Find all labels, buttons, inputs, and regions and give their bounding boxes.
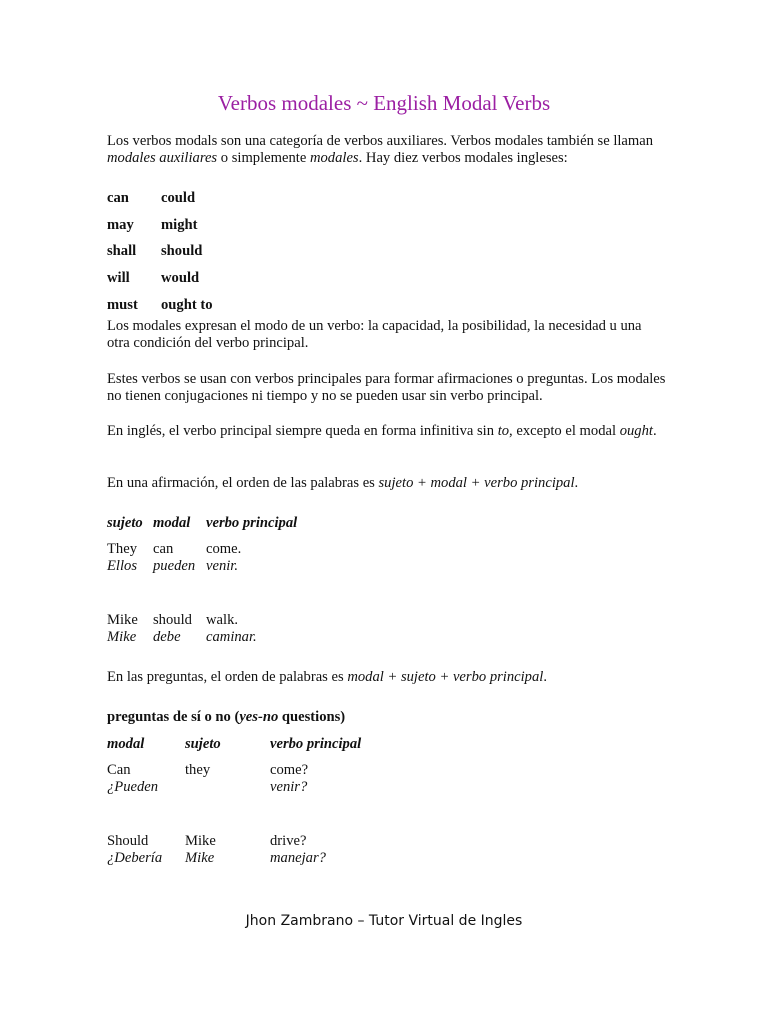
- paragraph-usage: Estes verbos se usan con verbos principales para formar afirmaciones o preguntas. Los modales no tienen conjugaciones ni tiempo y no se pueden usar sin verbo principal.: [107, 371, 666, 404]
- table-cell: Can: [107, 762, 131, 778]
- table-cell: ¿Debería: [107, 850, 163, 866]
- paragraph-affirmation-order: [107, 475, 667, 492]
- questions-heading-text-1: preguntas de sí o no (: [107, 709, 240, 725]
- table-cell: come?: [270, 762, 309, 778]
- infinitive-text-4: ought: [619, 423, 653, 439]
- infinitive-text-3: , excepto el modal: [509, 423, 620, 439]
- modal-verb: shall: [107, 243, 137, 259]
- intro-paragraph: [107, 133, 667, 167]
- table-cell: caminar.: [206, 629, 257, 645]
- column-header: sujeto: [185, 736, 221, 752]
- table-cell: Should: [107, 833, 149, 849]
- table-cell: venir.: [206, 558, 239, 574]
- questions-heading-text-2: yes-no: [239, 709, 279, 725]
- intro-text-3: o simplemente: [217, 150, 310, 166]
- column-header: modal: [153, 515, 191, 531]
- column-header: verbo principal: [270, 736, 362, 752]
- table-cell: Ellos: [107, 558, 137, 574]
- questions-heading-text-3: questions): [278, 709, 346, 725]
- intro-text-4: modales: [309, 150, 359, 166]
- question-order-text-2: modal + sujeto + verbo principal: [347, 669, 544, 685]
- modal-verb: should: [161, 243, 203, 259]
- table-cell: venir?: [270, 779, 308, 795]
- modal-verb: may: [107, 217, 134, 233]
- table-cell: should: [153, 612, 192, 628]
- table-cell: they: [185, 762, 211, 778]
- modal-verb: might: [161, 217, 198, 233]
- column-header: modal: [107, 736, 145, 752]
- questions-heading: [107, 709, 667, 726]
- paragraph-question-order: [107, 669, 667, 686]
- table-cell: They: [107, 541, 137, 557]
- page-title: Verbos modales ~ English Modal Verbs: [217, 91, 551, 115]
- modal-verb: must: [107, 297, 138, 313]
- table-cell: come.: [206, 541, 242, 557]
- modal-verb: will: [107, 270, 130, 286]
- column-header: sujeto: [107, 515, 143, 531]
- question-order-text-1: En las preguntas, el orden de palabras es: [107, 669, 348, 685]
- infinitive-text-1: En inglés, el verbo principal siempre queda en forma infinitiva sin: [107, 423, 498, 439]
- modal-verb: could: [161, 190, 196, 206]
- table-cell: manejar?: [270, 850, 326, 866]
- table-cell: drive?: [270, 833, 307, 849]
- table-cell: Mike: [185, 833, 216, 849]
- modal-verb: ought to: [161, 297, 213, 313]
- page-footer: Jhon Zambrano – Tutor Virtual de Ingles: [245, 913, 523, 929]
- table-cell: Mike: [107, 612, 138, 628]
- question-order-text-3: .: [543, 669, 547, 685]
- column-header: verbo principal: [206, 515, 298, 531]
- affirmation-order-text-1: En una afirmación, el orden de las palabras es: [107, 475, 379, 491]
- affirmation-order-text-3: .: [574, 475, 579, 491]
- affirmation-order-text-2: sujeto + modal + verbo principal: [378, 475, 575, 491]
- table-cell: can: [153, 541, 174, 557]
- infinitive-text-5: .: [652, 423, 657, 439]
- table-cell: ¿Pueden: [107, 779, 159, 795]
- infinitive-text-2: to: [497, 423, 510, 439]
- table-cell: debe: [153, 629, 181, 645]
- table-cell: pueden: [153, 558, 196, 574]
- modal-verb: would: [161, 270, 200, 286]
- intro-text-5: . Hay diez verbos modales ingleses:: [358, 150, 568, 166]
- paragraph-infinitive: [107, 423, 667, 440]
- table-cell: walk.: [206, 612, 239, 628]
- modal-verb: can: [107, 190, 129, 206]
- table-cell: Mike: [107, 629, 137, 645]
- table-cell: Mike: [185, 850, 215, 866]
- paragraph-mood: Los modales expresan el modo de un verbo: la capacidad, la posibilidad, la necesidad u una otra condición del verbo principal.: [107, 318, 642, 351]
- intro-text-2: modales auxiliares: [107, 150, 218, 166]
- intro-text-1: Los verbos modals son una categoría de verbos auxiliares. Verbos modales también se llaman: [107, 133, 654, 149]
